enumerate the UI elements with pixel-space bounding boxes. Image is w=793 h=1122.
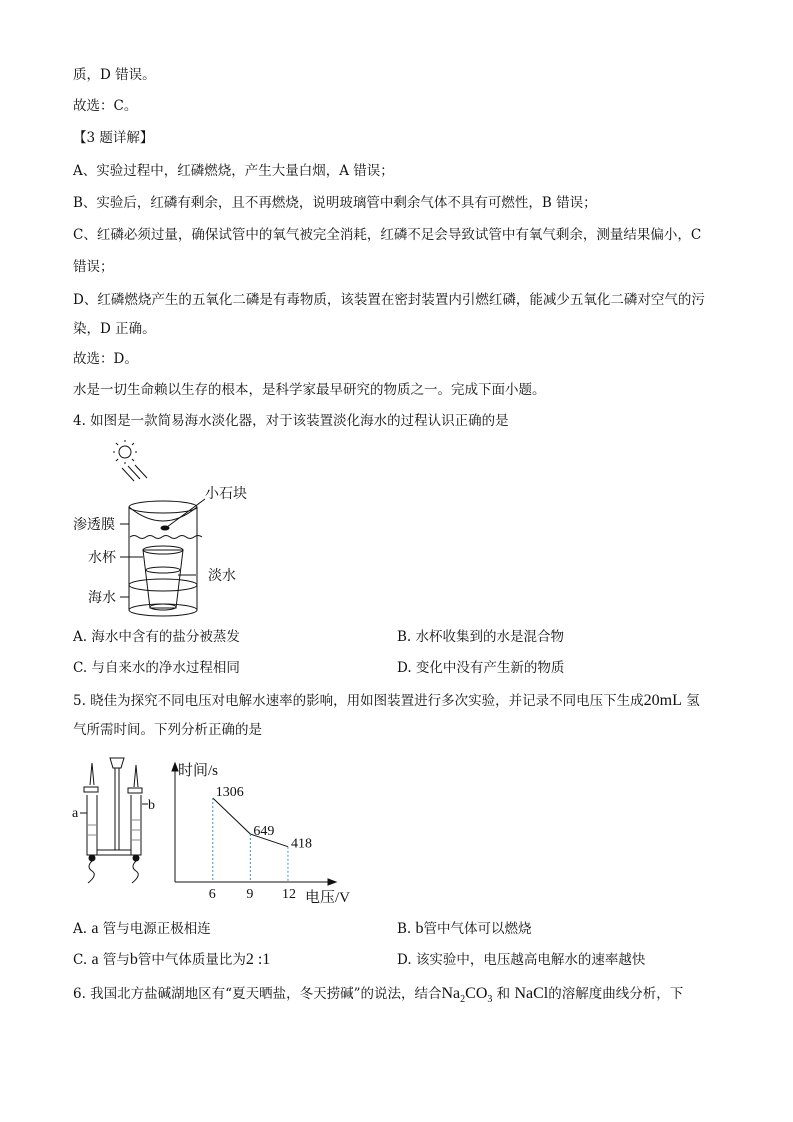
option-text: 该实验中，电压越高电解水的速率越快 <box>415 952 646 968</box>
data-label: 1306 <box>215 785 244 801</box>
label-membrane: 渗透膜 <box>73 518 115 533</box>
data-label: 649 <box>253 824 275 840</box>
text-line: A、实验过程中，红磷燃烧，产生大量白烟，A 错误； <box>73 163 394 179</box>
label-cup: 水杯 <box>88 551 116 566</box>
tube-a-label: a <box>72 806 79 821</box>
q5-option-b <box>397 920 532 938</box>
x-tick-label: 6 <box>208 887 216 902</box>
q4-option-c: C. 与自来水的净水过程相同 <box>73 660 240 676</box>
volume-value: 20mL <box>643 692 682 709</box>
text-line: 染，D 正确。 <box>73 321 156 337</box>
x-tick-label: 9 <box>246 887 254 902</box>
sunlight-arrows <box>122 465 147 481</box>
option-letter: B. <box>397 921 416 937</box>
q4-option-b: B. 水杯收集到的水是混合物 <box>397 629 565 645</box>
stem-text: 5. 晓佳为探究不同电压对电解水速率的影响，用如图装置进行多次实验，并记录不同电压下生成 <box>73 693 644 709</box>
ratio: 2 :1 <box>245 951 271 968</box>
x-axis-label: 电压/V <box>305 890 351 905</box>
q4-option-d: D. 变化中没有产生新的物质 <box>397 660 565 676</box>
formula-part: CO <box>465 985 488 1002</box>
option-letter: D. <box>397 952 416 968</box>
sun-icon <box>113 440 137 464</box>
q4-option-a: A. 海水中含有的盐分被蒸发 <box>73 629 240 645</box>
formula-sub: 2 <box>460 994 466 1006</box>
option-text: 管与 <box>102 952 130 968</box>
y-axis-label: 时间/s <box>178 763 219 779</box>
text-line: B、实验后，红磷有剩余，且不再燃烧，说明玻璃管中剩余气体不具有可燃性，B 错误； <box>73 195 597 211</box>
question-5-stem <box>73 692 700 710</box>
text-line: 质，D 错误。 <box>73 67 156 83</box>
text-line: C、红磷必须过量，确保试管中的氧气被完全消耗，红磷不足会导致试管中有氧气剩余，测量结果偏小，C <box>73 227 702 243</box>
question-5-stem-cont: 气所需时间。下列分析正确的是 <box>73 722 262 738</box>
var-a: a <box>91 951 99 968</box>
text-line: D、红磷燃烧产生的五氧化二磷是有毒物质，该装置在密封装置内引燃红磷，能减少五氧化二磷对空气的污 <box>73 292 705 308</box>
formula-nacl: NaCl <box>514 985 549 1002</box>
stem-text: 和 <box>496 986 511 1002</box>
option-text: 管与电源正极相连 <box>102 921 211 937</box>
data-label: 418 <box>290 836 312 852</box>
text-line: 错误； <box>73 259 114 275</box>
formula-sub: 3 <box>487 994 493 1006</box>
var-b: b <box>415 920 424 937</box>
q5-option-c <box>73 951 270 969</box>
voltage-time-chart <box>70 755 360 905</box>
option-letter: A. <box>73 921 92 937</box>
option-text: 管中气体可以燃烧 <box>423 921 532 937</box>
text-line: 水是一切生命赖以生存的根本，是科学家最早研究的物质之一。完成下面小题。 <box>73 382 546 398</box>
question-6-stem <box>73 985 683 1009</box>
section-heading: 【3 题详解】 <box>73 130 154 146</box>
desalinator-figure <box>70 440 270 620</box>
stem-text: 的溶解度曲线分析，下 <box>548 986 684 1002</box>
stem-text: 氢 <box>686 693 700 709</box>
q5-option-a <box>73 920 211 938</box>
question-4-stem: 4. 如图是一款简易海水淡化器，对于该装置淡化海水的过程认识正确的是 <box>73 413 509 429</box>
var-b: b <box>129 951 138 968</box>
option-text: 管中气体质量比为 <box>137 952 246 968</box>
q5-option-d <box>397 951 645 969</box>
option-letter: C. <box>73 952 92 968</box>
tube-b-label: b <box>148 798 155 813</box>
label-fresh-water: 淡水 <box>208 569 236 584</box>
stem-text: 6. 我国北方盐碱湖地区有“夏天晒盐，冬天捞碱”的说法，结合 <box>73 986 442 1002</box>
var-a: a <box>91 920 99 937</box>
formula-na2co3 <box>441 985 493 1006</box>
label-sea-water: 海水 <box>88 591 116 606</box>
text-line: 故选：D。 <box>73 351 138 367</box>
x-tick-label: 12 <box>281 887 296 902</box>
formula-part: Na <box>441 985 461 1002</box>
text-line: 故选：C。 <box>73 98 138 114</box>
label-stone: 小石块 <box>205 487 247 502</box>
x-axis-arrow <box>328 879 336 885</box>
